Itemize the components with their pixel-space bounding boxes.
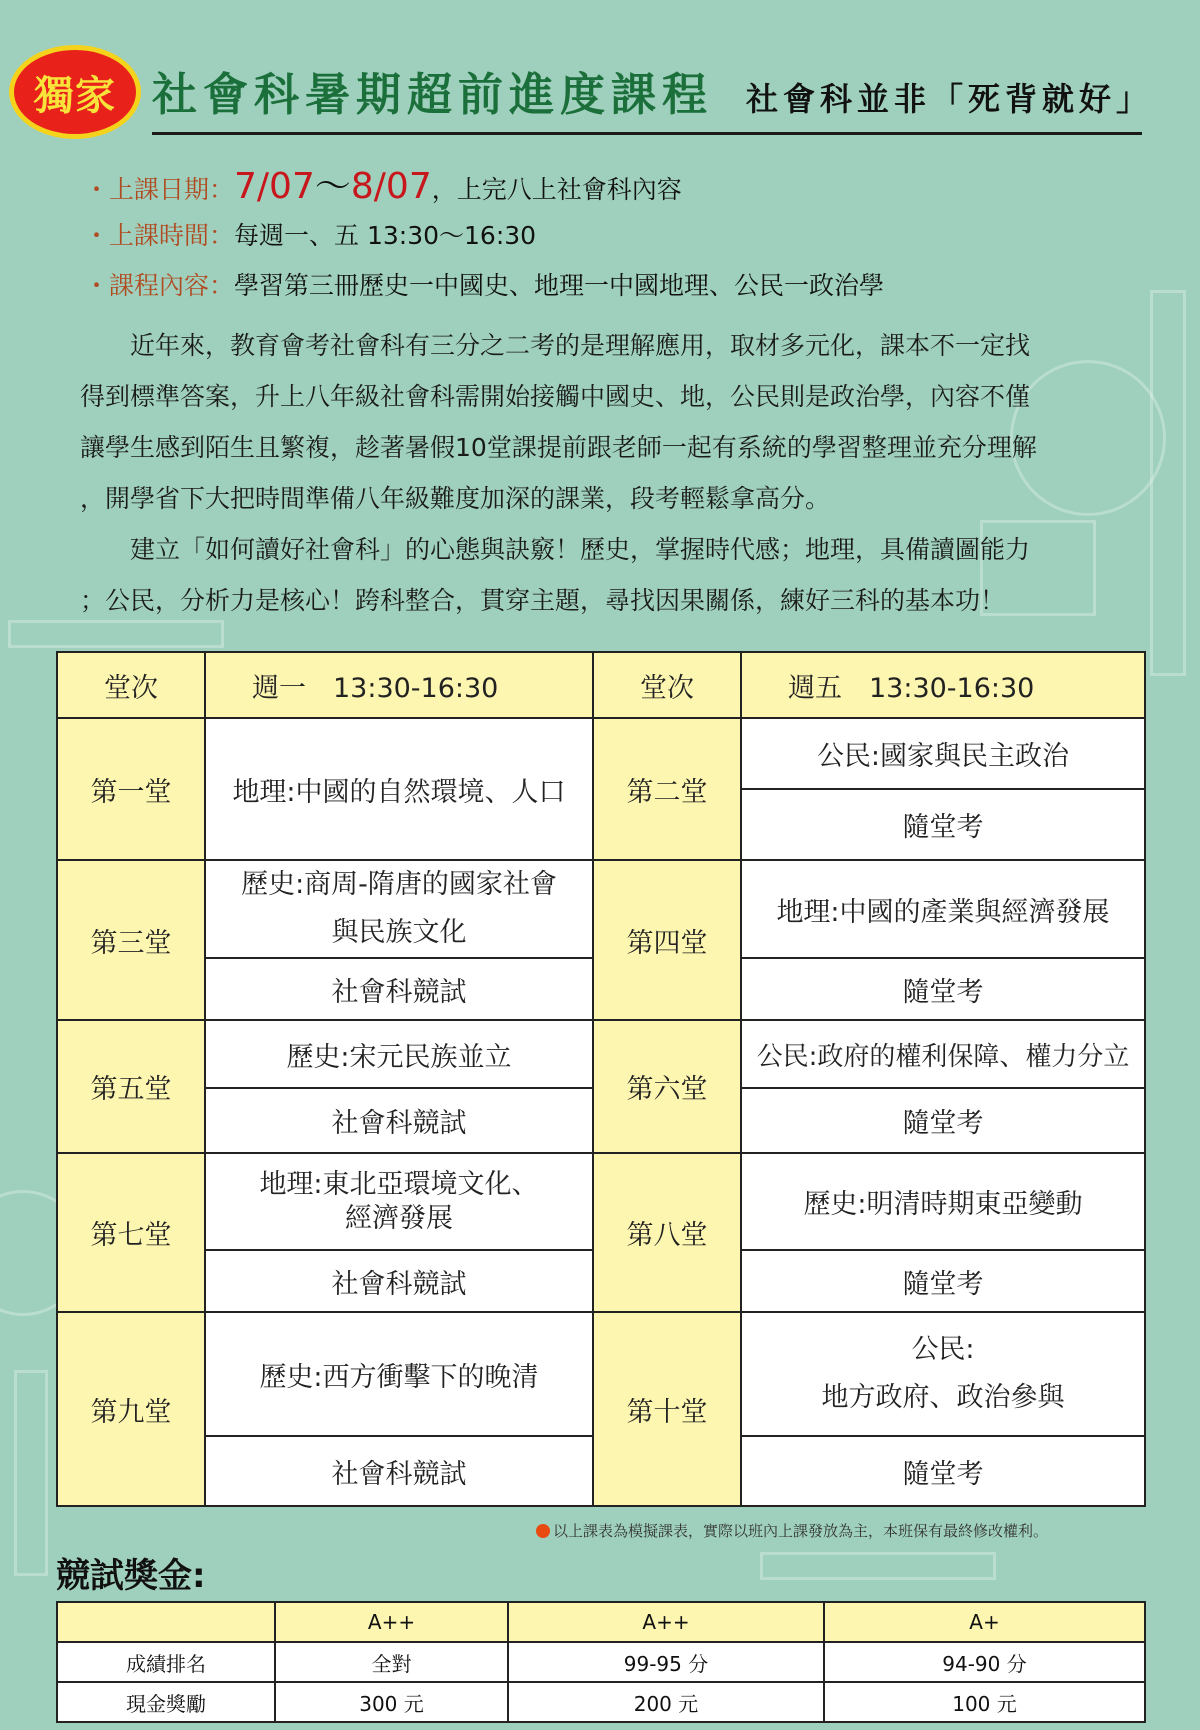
background-pencil-decoration [14, 1370, 48, 1576]
course-date-suffix: ，上完八上社會科內容 [431, 175, 682, 204]
course-date-start: 7/07 [234, 166, 315, 207]
header-monday: 週一 13:30-16:30 [205, 652, 593, 718]
header-friday: 週五 13:30-16:30 [741, 652, 1145, 718]
prize-title: 競試獎金: [56, 1556, 206, 1596]
prize-rank: 99-95 分 [508, 1642, 824, 1682]
schedule-note [536, 1520, 1048, 1541]
session-topic: 歷史:明清時期東亞變動 [741, 1153, 1145, 1250]
exclusive-badge [14, 50, 136, 134]
prize-cash-row [57, 1682, 1145, 1722]
intro-paragraph [80, 320, 1110, 626]
exclusive-badge-text: 獨家 [34, 72, 116, 119]
session-topic: 歷史:西方衝擊下的晚清 [205, 1312, 593, 1436]
prize-table [56, 1601, 1146, 1723]
session-topic-line: 與民族文化 [331, 917, 467, 948]
intro-line: 建立「如何讀好社會科」的心態與訣竅！歷史，掌握時代感；地理，具備讀圖能力 [130, 535, 1031, 564]
prize-rank-label: 成績排名 [57, 1642, 275, 1682]
note-text: 以上課表為模擬課表，實際以班內上課發放為主，本班保有最終修改權利。 [553, 1522, 1049, 1540]
session-quiz: 隨堂考 [741, 958, 1145, 1020]
session-quiz: 隨堂考 [741, 1088, 1145, 1153]
session-label: 第七堂 [57, 1153, 205, 1312]
session-exam: 社會科競試 [205, 958, 593, 1020]
intro-line: ；公民，分析力是核心！跨科整合，貫穿主題，尋找因果關係，練好三科的基本功！ [80, 586, 1006, 615]
table-row [57, 718, 1145, 789]
session-label: 第二堂 [593, 718, 741, 860]
course-time-value: 每週一、五 13:30～16:30 [234, 221, 537, 250]
session-label: 第三堂 [57, 860, 205, 1020]
session-topic-line: 公民: [911, 1334, 975, 1365]
course-date-separator: ～ [314, 166, 351, 207]
intro-line: ，開學省下大把時間準備八年級難度加深的課業，段考輕鬆拿高分。 [80, 484, 831, 513]
prize-header-row [57, 1602, 1145, 1642]
session-topic-line: 地理:東北亞環境文化、 [259, 1168, 539, 1200]
header-session: 堂次 [57, 652, 205, 718]
course-content-value: 學習第三冊歷史一中國史、地理一中國地理、公民一政治學 [234, 271, 885, 300]
note-bullet-icon [536, 1524, 550, 1538]
schedule-header-row [57, 652, 1145, 718]
header-session: 堂次 [593, 652, 741, 718]
course-date-label: ・上課日期： [84, 175, 235, 204]
session-topic: 地理:中國的自然環境、人口 [205, 718, 593, 860]
session-quiz: 隨堂考 [741, 789, 1145, 860]
course-time-label: ・上課時間： [84, 221, 235, 250]
prize-grade: A+ [824, 1602, 1145, 1642]
intro-line: 得到標準答案，升上八年級社會科需開始接觸中國史、地，公民則是政治學，內容不僅 [80, 382, 1031, 411]
session-label: 第六堂 [593, 1020, 741, 1153]
schedule-table [56, 651, 1146, 1507]
course-content-label: ・課程內容： [84, 271, 235, 300]
prize-grade: A++ [508, 1602, 824, 1642]
session-topic: 公民:政府的權利保障、權力分立 [741, 1020, 1145, 1088]
session-exam: 社會科競試 [205, 1436, 593, 1506]
page-title: 社會科暑期超前進度課程 [152, 68, 714, 121]
session-label: 第九堂 [57, 1312, 205, 1506]
background-ruler-decoration [760, 1552, 996, 1580]
prize-cash: 200 元 [508, 1682, 824, 1722]
session-topic: 地理:中國的產業與經濟發展 [741, 860, 1145, 958]
course-date-line [84, 158, 682, 209]
course-time-line [84, 216, 536, 252]
session-topic-line: 歷史:商周-隋唐的國家社會 [241, 869, 557, 900]
prize-rank: 全對 [275, 1642, 508, 1682]
prize-cash: 100 元 [824, 1682, 1145, 1722]
table-row [57, 1312, 1145, 1436]
session-topic: 歷史:宋元民族並立 [205, 1020, 593, 1088]
prize-cash-label: 現金獎勵 [57, 1682, 275, 1722]
session-topic: 公民:國家與民主政治 [741, 718, 1145, 789]
session-topic-line: 經濟發展 [345, 1202, 453, 1234]
course-date-end: 8/07 [350, 166, 432, 207]
table-row [57, 1153, 1145, 1250]
session-topic [205, 1153, 593, 1250]
course-content-line [84, 266, 884, 302]
session-quiz: 隨堂考 [741, 1250, 1145, 1312]
session-topic [741, 1312, 1145, 1436]
session-topic [205, 860, 593, 958]
session-label: 第一堂 [57, 718, 205, 860]
prize-grade: A++ [275, 1602, 508, 1642]
session-topic-line: 地方政府、政治參與 [821, 1382, 1065, 1413]
prize-rank-row [57, 1642, 1145, 1682]
prize-header-empty [57, 1602, 275, 1642]
title-divider [152, 132, 1142, 135]
prize-cash: 300 元 [275, 1682, 508, 1722]
session-quiz: 隨堂考 [741, 1436, 1145, 1506]
prize-rank: 94-90 分 [824, 1642, 1145, 1682]
session-label: 第四堂 [593, 860, 741, 1020]
table-row [57, 860, 1145, 958]
session-exam: 社會科競試 [205, 1250, 593, 1312]
table-row [57, 1020, 1145, 1088]
session-label: 第八堂 [593, 1153, 741, 1312]
background-pencil-decoration [1150, 290, 1186, 676]
session-exam: 社會科競試 [205, 1088, 593, 1153]
page-subtitle: 社會科並非「死背就好」 [746, 80, 1154, 118]
session-label: 第十堂 [593, 1312, 741, 1506]
intro-line: 讓學生感到陌生且繁複，趁著暑假10堂課提前跟老師一起有系統的學習整理並充分理解 [80, 433, 1037, 462]
intro-line: 近年來，教育會考社會科有三分之二考的是理解應用，取材多元化，課本不一定找 [130, 331, 1031, 360]
session-label: 第五堂 [57, 1020, 205, 1153]
